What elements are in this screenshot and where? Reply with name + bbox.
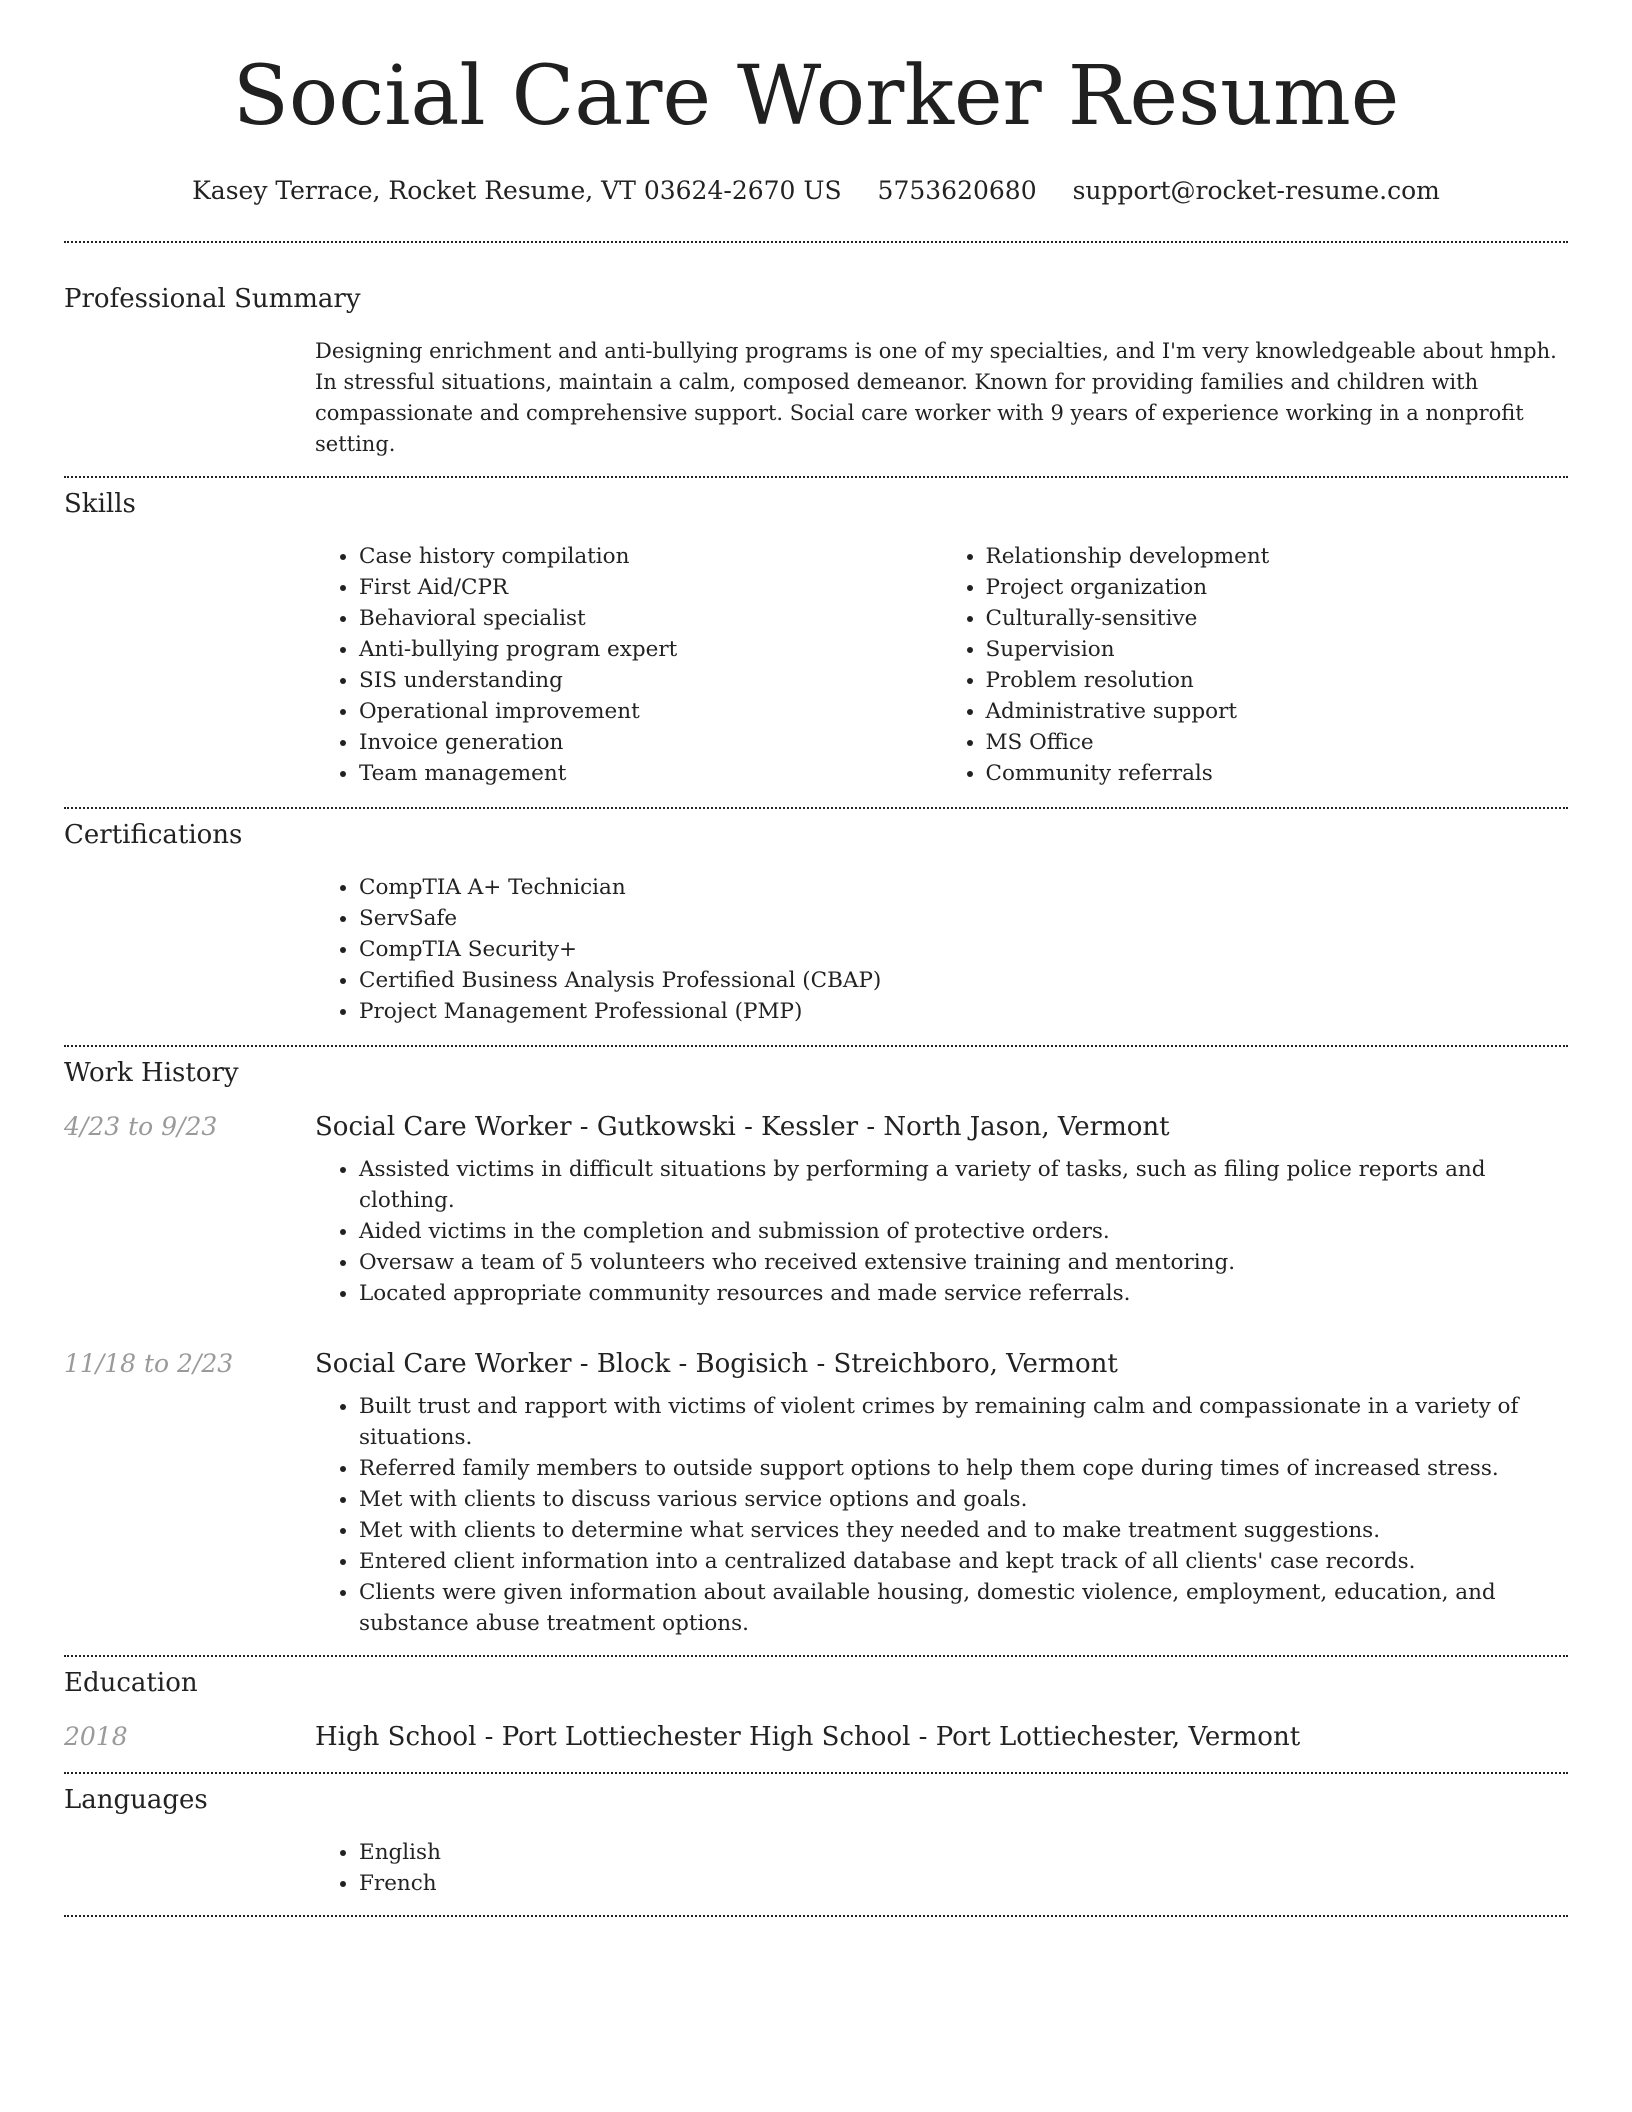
certification-item: • ServSafe: [359, 903, 1568, 934]
skills-section: [64, 478, 1568, 789]
summary-section: [64, 243, 1568, 460]
education-entry: [64, 1722, 1568, 1752]
job-bullet: • Met with clients to determine what services they needed and to make treatment suggestions.: [359, 1515, 1568, 1546]
skill-item: • Culturally-sensitive: [986, 603, 1569, 634]
job-dates: 4/23 to 9/23: [64, 1112, 218, 1142]
skill-item: • Behavioral specialist: [359, 603, 942, 634]
job-bullet: • Entered client information into a centralized database and kept track of all clients' case records.: [359, 1546, 1568, 1577]
job-entry: [64, 1349, 1568, 1639]
contact-address: Kasey Terrace, Rocket Resume, VT 03624-2670 US: [192, 176, 842, 206]
certification-item: • Project Management Professional (PMP): [359, 996, 1568, 1027]
job-bullet: • Built trust and rapport with victims of violent crimes by remaining calm and compassionate in a variety of situations.: [359, 1391, 1568, 1453]
work-history-section: [64, 1047, 1568, 1639]
certification-item: • CompTIA A+ Technician: [359, 872, 1568, 903]
job-bullet: • Referred family members to outside support options to help them cope during times of increased stress.: [359, 1453, 1568, 1484]
contact-line: [64, 176, 1568, 205]
certification-item: • CompTIA Security+: [359, 934, 1568, 965]
job-bullet: • Met with clients to discuss various service options and goals.: [359, 1484, 1568, 1515]
job-dates: 11/18 to 2/23: [64, 1349, 234, 1379]
divider: [64, 1915, 1568, 1917]
skill-item: • Relationship development: [986, 541, 1569, 572]
skill-item: • Operational improvement: [359, 696, 942, 727]
languages-list: [315, 1837, 1568, 1899]
skill-item: • First Aid/CPR: [359, 572, 942, 603]
skill-item: • Invoice generation: [359, 727, 942, 758]
job-bullets: [315, 1154, 1568, 1309]
job-bullet: • Assisted victims in difficult situations by performing a variety of tasks, such as filing police reports and clothing.: [359, 1154, 1568, 1216]
language-item: • English: [359, 1837, 1568, 1868]
job-bullet: • Oversaw a team of 5 volunteers who received extensive training and mentoring.: [359, 1247, 1568, 1278]
job-title: Social Care Worker - Block - Bogisich - Streichboro, Vermont: [315, 1349, 1118, 1380]
skill-item: • Anti-bullying program expert: [359, 634, 942, 665]
contact-email: support@rocket-resume.com: [1072, 176, 1440, 206]
job-entry: [64, 1112, 1568, 1309]
skill-item: • Administrative support: [986, 696, 1569, 727]
job-bullet: • Clients were given information about available housing, domestic violence, employment, education, and substance abuse treatment options.: [359, 1577, 1568, 1639]
certifications-list: [315, 872, 1568, 1027]
skill-item: • Community referrals: [986, 758, 1569, 789]
education-year: 2018: [64, 1722, 128, 1752]
skill-item: • Supervision: [986, 634, 1569, 665]
work-history-heading: Work History: [64, 1058, 239, 1089]
language-item: • French: [359, 1868, 1568, 1899]
contact-phone: 5753620680: [877, 176, 1037, 206]
job-bullets: [315, 1391, 1568, 1639]
languages-heading: Languages: [64, 1785, 208, 1816]
certification-item: • Certified Business Analysis Professional (CBAP): [359, 965, 1568, 996]
summary-heading: Professional Summary: [64, 284, 361, 315]
job-bullet: • Aided victims in the completion and submission of protective orders.: [359, 1216, 1568, 1247]
skills-list-right: [942, 541, 1569, 789]
skill-item: • Team management: [359, 758, 942, 789]
education-section: [64, 1657, 1568, 1752]
education-heading: Education: [64, 1668, 198, 1699]
skill-item: • Case history compilation: [359, 541, 942, 572]
certifications-section: [64, 809, 1568, 1027]
languages-section: [64, 1774, 1568, 1899]
skill-item: • Project organization: [986, 572, 1569, 603]
summary-text: Designing enrichment and anti-bullying programs is one of my specialties, and I'm very knowledgeable about hmph. In stressful situations, maintain a calm, composed demeanor. Known for providing families and children with compassionate and comprehensive support. Social care worker with 9 years of experience working in a nonprofit setting.: [315, 339, 1557, 457]
certifications-heading: Certifications: [64, 820, 243, 851]
skill-item: • Problem resolution: [986, 665, 1569, 696]
skills-heading: Skills: [64, 489, 136, 520]
skills-list-left: [315, 541, 942, 789]
skill-item: • SIS understanding: [359, 665, 942, 696]
resume-title: Social Care Worker Resume: [232, 49, 1400, 144]
skill-item: • MS Office: [986, 727, 1569, 758]
job-bullet: • Located appropriate community resources and made service referrals.: [359, 1278, 1568, 1309]
job-title: Social Care Worker - Gutkowski - Kessler - North Jason, Vermont: [315, 1112, 1170, 1143]
education-title: High School - Port Lottiechester High School - Port Lottiechester, Vermont: [315, 1722, 1301, 1753]
